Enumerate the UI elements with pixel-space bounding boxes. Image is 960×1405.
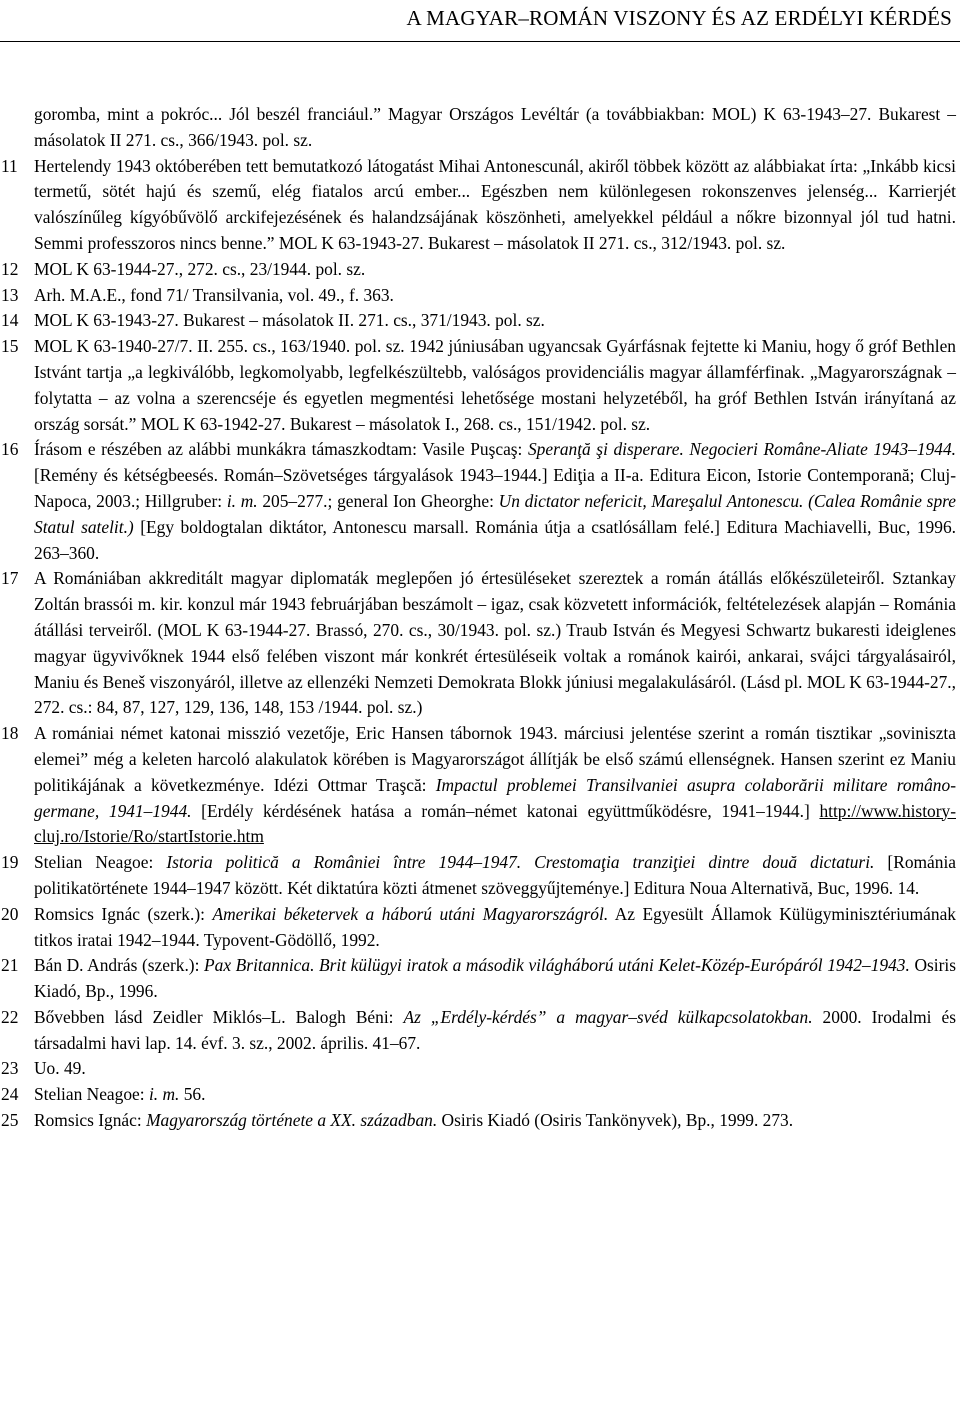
footnote-text: [34, 1005, 956, 1057]
footnote-text: [34, 437, 956, 566]
footnote-number: 24: [1, 1084, 19, 1105]
footnote-16: [0, 437, 960, 566]
footnote-text: [34, 102, 956, 154]
footnote-text-run: 56.: [179, 1084, 206, 1105]
footnote-title-italic: Istoria politică a României între 1944–1947. Crestomaţia tranziţiei dintre două dictaturi.: [166, 852, 875, 873]
footnote-number: 23: [1, 1058, 19, 1079]
footnote-12: [0, 257, 960, 283]
footnote-text-run: A Romániában akkreditált magyar diplomaták meglepően jó értesüléseket szereztek a román átállás előkészületeiről. Sztankay Zoltán brassói m. kir. konzul már 1943 februárjában beszámolt – igaz, csak közvetett információk, feltételezések alapján – Románia átállási terveiről. (MOL K 63-1944-27. Brassó, 270. cs., 30/1943. pol. sz.) Traub István és Megyesi Schwartz bukaresti ideiglenes magyar ügyvivőknek 1944 első felében viszont már konkrét értesüléseik voltak a románok kairói, ankarai, svájci tárgyalásairól, Maniu és Beneš viszonyáról, illetve az ellenzéki Nemzeti Demokrata Blokk júniusi megalakulásáról. (Lásd pl. MOL K 63-1944-27., 272. cs.: 84, 87, 127, 129, 136, 148, 153 /1944. pol. sz.): [34, 568, 956, 718]
footnote-title-italic: i. m.: [148, 1084, 180, 1105]
footnote-text-run: goromba, mint a pokróc... Jól beszél franciául.” Magyar Országos Levéltár (a továbbiakban: MOL) K 63-1943–27. Bukarest – másolatok II 271. cs., 366/1943. pol. sz.: [34, 104, 956, 150]
footnote-number: 13: [1, 284, 19, 305]
footnote-title-italic: Un dictator nefericit, Mareşalul Antonescu. (Calea Românie spre Statul satelit.): [34, 490, 956, 537]
footnote-text-run: [Erdély kérdésének hatása a román–német katonai együttműködésre, 1941–1944.]: [191, 800, 820, 821]
footnote-continuation: [0, 102, 960, 154]
footnote-title-italic: i. m.: [226, 490, 258, 511]
footnote-17: [0, 566, 960, 721]
footnote-number: 18: [1, 723, 19, 744]
footnote-text-run: [Egy boldogtalan diktátor, Antonescu marsall. Románia útja a csatlósállam felé.] Editura Machiavelli, Buc, 1996. 263–360.: [34, 516, 956, 563]
footnote-text-run: Romsics Ignác:: [34, 1110, 147, 1131]
footnote-text: [34, 1108, 956, 1134]
footnote-text-run: Az Egyesült Államok Külügyminisztériumának titkos iratai 1942–1944. Typovent-Gödöllő, 1992.: [34, 903, 956, 950]
footnote-text-run: Írásom e részében az alábbi munkákra támaszkodtam: Vasile Puşcaş:: [34, 439, 528, 460]
footnote-link[interactable]: http://www.history-cluj.ro/Istorie/Ro/startIstorie.htm: [34, 800, 956, 847]
footnote-text: [34, 1056, 956, 1082]
footnote-text-run: MOL K 63-1940-27/7. II. 255. cs., 163/1940. pol. sz. 1942 júniusában ugyancsak Gyárfásnak fejtette ki Maniu, hogy ő gróf Bethlen Istvánt tartja „a legkiválóbb, legkomolyabb, legfelkészültebb, valóságos providenciális magyar államférfinak. „Magyarországnak – folytatta – az volna a szerencséje és egyetlen megmentési lehetősége mostani helyzetéből, ha gróf Bethlen István irányítaná az ország sorsát.” MOL K 63-1942-27. Bukarest – másolatok I., 268. cs., 151/1942. pol. sz.: [34, 336, 956, 434]
footnote-text: [34, 308, 956, 334]
footnote-18: [0, 721, 960, 850]
footnote-text-run: MOL K 63-1944-27., 272. cs., 23/1944. pol. sz.: [34, 258, 366, 279]
footnote-number: 11: [1, 155, 18, 176]
footnote-22: [0, 1005, 960, 1057]
footnote-13: [0, 283, 960, 309]
footnote-text: [34, 257, 956, 283]
footnote-21: [0, 953, 960, 1005]
footnote-14: [0, 308, 960, 334]
footnote-19: [0, 850, 960, 902]
footnote-23: [0, 1056, 960, 1082]
footnote-text-run: A romániai német katonai misszió vezetője, Eric Hansen tábornok 1943. márciusi jelentése szerint a román tisztikar „soviniszta elemei” még a keleten harcoló alakulatok körében is Magyarországot állítják be első számú ellenségnek. Hansen szerint ez Maniu politikájának a következménye. Idézi Ottmar Traşcă:: [34, 723, 956, 795]
footnote-text-run: Stelian Neagoe:: [34, 852, 167, 873]
footnote-title-italic: Amerikai béketervek a háború utáni Magyarországról.: [212, 903, 609, 924]
footnote-text-run: Osiris Kiadó, Bp., 1996.: [34, 955, 956, 1002]
footnote-24: [0, 1082, 960, 1108]
footnote-15: [0, 334, 960, 437]
footnote-title-italic: Impactul problemei Transilvaniei asupra colaborării militare româno-germane, 1941–1944.: [34, 774, 956, 821]
footnote-number: 17: [1, 568, 19, 589]
header-rule: [0, 41, 960, 42]
footnote-number: 14: [1, 310, 19, 331]
footnote-text: [34, 850, 956, 902]
footnote-text-run: Uo. 49.: [34, 1058, 86, 1079]
footnote-number: 25: [1, 1110, 19, 1131]
footnotes-list: [0, 102, 960, 1134]
footnote-25: [0, 1108, 960, 1134]
footnote-number: 12: [1, 258, 19, 279]
footnote-text-run: MOL K 63-1943-27. Bukarest – másolatok II. 271. cs., 371/1943. pol. sz.: [34, 310, 545, 331]
footnote-text-run: Osiris Kiadó (Osiris Tankönyvek), Bp., 1999. 273.: [437, 1110, 794, 1131]
footnote-text: [34, 154, 956, 257]
footnote-number: 22: [1, 1006, 19, 1027]
footnote-text-run: [Románia politikatörténete 1944–1947 között. Két diktatúra közti átmenet szöveggyűjteménye.] Editura Noua Alternativă, Buc, 1996. 14.: [34, 852, 957, 898]
footnote-text: [34, 953, 956, 1005]
footnote-text-run: 2000. Irodalmi és társadalmi havi lap. 14. évf. 3. sz., 2002. április. 41–67.: [34, 1006, 956, 1053]
footnote-text: [34, 283, 956, 309]
footnote-text: [34, 334, 956, 437]
footnote-title-italic: Speranţă şi disperare. Negocieri Române-Aliate 1943–1944.: [527, 439, 956, 460]
running-header: A MAGYAR–ROMÁN VISZONY ÉS AZ ERDÉLYI KÉRDÉS: [406, 6, 952, 30]
footnote-text-run: Bán D. András (szerk.):: [34, 955, 205, 976]
footnote-text-run: Romsics Ignác (szerk.):: [34, 903, 213, 924]
footnote-11: [0, 154, 960, 257]
footnote-number: 15: [1, 336, 19, 357]
footnote-text-run: Bővebben lásd Zeidler Miklós–L. Balogh Béni:: [34, 1006, 404, 1027]
footnote-number: 19: [1, 852, 19, 873]
footnote-text: [34, 566, 956, 721]
footnote-title-italic: Az „Erdély-kérdés” a magyar–svéd külkapcsolatokban.: [403, 1006, 813, 1027]
footnote-number: 21: [1, 955, 19, 976]
footnote-title-italic: Magyarország története a XX. században.: [146, 1110, 438, 1131]
footnote-number: 20: [1, 903, 19, 924]
footnote-text: [34, 1082, 956, 1108]
footnote-text-run: Hertelendy 1943 októberében tett bemutatkozó látogatást Mihai Antonescunál, akiről többek között az alábbiakat írta: „Inkább kicsi termetű, sötét hajú és szemű, elég fiatalos arcú ember... Egészben nem különlegesen rokonszenves jelenség... Karrierjét valószínűleg kígyóbűvölő arckifejezésének és halandzsájának köszönheti, amelyekkel például a nőkre bizonnyal jól tud hatni. Semmi professzoros nincs benne.” MOL K 63-1943-27. Bukarest – másolatok II 271. cs., 312/1943. pol. sz.: [34, 155, 956, 253]
footnote-title-italic: Pax Britannica. Brit külügyi iratok a második világháború utáni Kelet-Közép-Európáról 1942–1943.: [204, 955, 910, 976]
footnote-text-run: [Remény és kétségbeesés. Román–Szövetséges tárgyalások 1943–1944.] Ediţia a II-a. Editura Eicon, Istorie Contemporană; Cluj-Napoca, 2003.; Hillgruber:: [34, 465, 956, 511]
footnote-text-run: Arh. M.A.E., fond 71/ Transilvania, vol. 49., f. 363.: [34, 284, 394, 305]
footnote-text: [34, 902, 956, 954]
footnote-text: [34, 721, 956, 850]
footnote-text-run: 205–277.; general Ion Gheorghe:: [257, 490, 499, 511]
footnote-number: 16: [1, 439, 19, 460]
footnote-20: [0, 902, 960, 954]
footnote-text-run: Stelian Neagoe:: [34, 1084, 149, 1105]
